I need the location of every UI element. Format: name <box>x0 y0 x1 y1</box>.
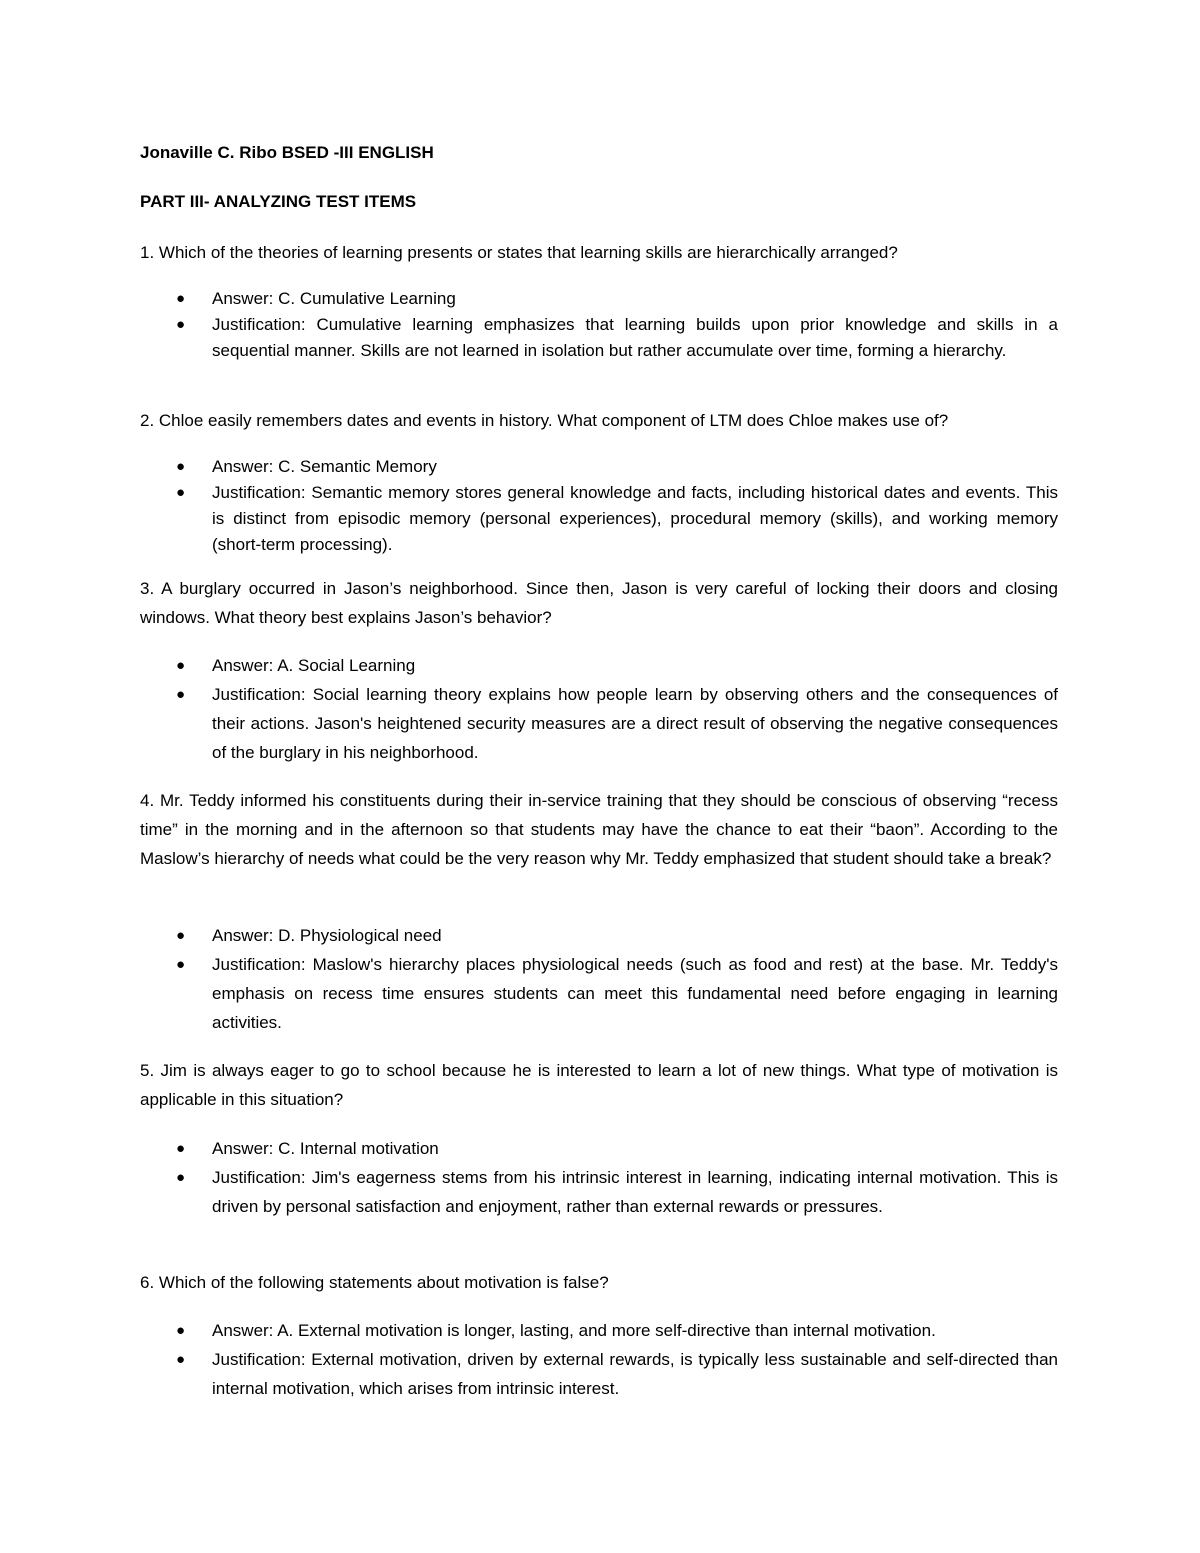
part-title: PART III- ANALYZING TEST ITEMS <box>140 192 417 211</box>
bullet-icon: ● <box>176 290 186 307</box>
answer-list-3 <box>140 651 1058 767</box>
justification-5: ● Justification: Jim's eagerness stems from his intrinsic interest in learning, indicating internal motivation. This is driven by personal satisfaction and enjoyment, rather than external rewards or pressures. <box>140 1163 1058 1221</box>
answer-1: ● Answer: C. Cumulative Learning <box>140 286 1058 312</box>
answer-6: ● Answer: A. External motivation is longer, lasting, and more self-directive than internal motivation. <box>140 1316 1058 1345</box>
bullet-icon: ● <box>176 1169 186 1186</box>
question-1: 1. Which of the theories of learning presents or states that learning skills are hierarchically arranged? <box>140 243 898 262</box>
question-5: 5. Jim is always eager to go to school because he is interested to learn a lot of new things. What type of motivation is applicable in this situation? <box>140 1061 1058 1109</box>
justification-1: ● Justification: Cumulative learning emphasizes that learning builds upon prior knowledge and skills in a sequential manner. Skills are not learned in isolation but rather accumulate over time, forming a hierarchy. <box>140 312 1058 364</box>
answer-list-6 <box>140 1316 1058 1403</box>
bullet-icon: ● <box>176 316 186 333</box>
answer-list-4 <box>140 921 1058 1037</box>
answer-4: ● Answer: D. Physiological need <box>140 921 1058 950</box>
bullet-icon: ● <box>176 1322 186 1339</box>
author-line: Jonaville C. Ribo BSED -III ENGLISH <box>140 143 434 162</box>
bullet-icon: ● <box>176 458 186 475</box>
question-2: 2. Chloe easily remembers dates and events in history. What component of LTM does Chloe makes use of? <box>140 411 949 430</box>
question-4: 4. Mr. Teddy informed his constituents during their in-service training that they should be conscious of observing “recess time” in the morning and in the afternoon so that students may have the chance to eat their “baon”. According to the Maslow’s hierarchy of needs what could be the very reason why Mr. Teddy emphasized that student should take a break? <box>140 791 1058 868</box>
answer-2: ● Answer: C. Semantic Memory <box>140 454 1058 480</box>
justification-4: ● Justification: Maslow's hierarchy places physiological needs (such as food and rest) at the base. Mr. Teddy's emphasis on recess time ensures students can meet this fundamental need before engaging in learning activities. <box>140 950 1058 1037</box>
justification-6: ● Justification: External motivation, driven by external rewards, is typically less sustainable and self-directed than internal motivation, which arises from intrinsic interest. <box>140 1345 1058 1403</box>
bullet-icon: ● <box>176 686 186 703</box>
question-3: 3. A burglary occurred in Jason’s neighborhood. Since then, Jason is very careful of locking their doors and closing windows. What theory best explains Jason’s behavior? <box>140 579 1058 627</box>
question-6: 6. Which of the following statements about motivation is false? <box>140 1273 609 1292</box>
bullet-icon: ● <box>176 484 186 501</box>
bullet-icon: ● <box>176 927 186 944</box>
answer-list-1 <box>140 286 1058 364</box>
answer-5: ● Answer: C. Internal motivation <box>140 1134 1058 1163</box>
justification-2: ● Justification: Semantic memory stores general knowledge and facts, including historical dates and events. This is distinct from episodic memory (personal experiences), procedural memory (skills), and working memory (short-term processing). <box>140 480 1058 558</box>
answer-list-5 <box>140 1134 1058 1221</box>
bullet-icon: ● <box>176 657 186 674</box>
answer-list-2 <box>140 454 1058 558</box>
bullet-icon: ● <box>176 1351 186 1368</box>
bullet-icon: ● <box>176 956 186 973</box>
bullet-icon: ● <box>176 1140 186 1157</box>
justification-3: ● Justification: Social learning theory explains how people learn by observing others and the consequences of their actions. Jason's heightened security measures are a direct result of observing the negative consequences of the burglary in his neighborhood. <box>140 680 1058 767</box>
answer-3: ● Answer: A. Social Learning <box>140 651 1058 680</box>
